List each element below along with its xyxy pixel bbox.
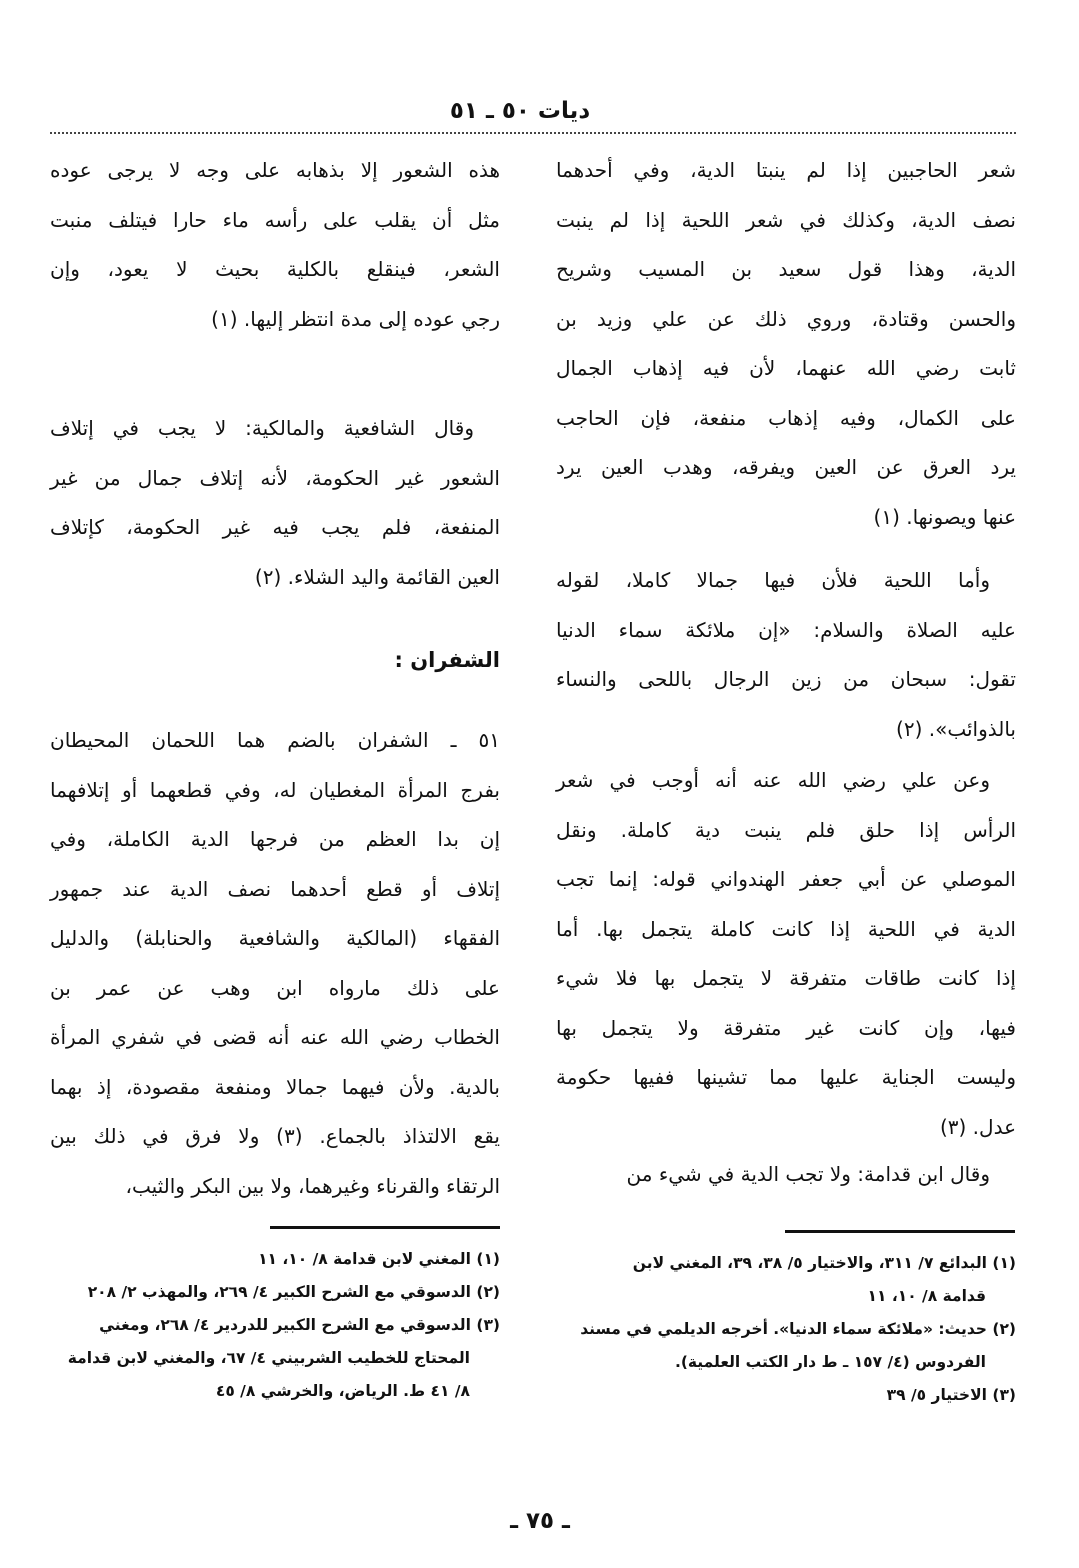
text-line: الفقهاء (المالكية والشافعية والحنابلة) والدليل bbox=[50, 926, 500, 950]
footnote: (٣) الدسوقي مع الشرح الكبير للدردير ٤/ ٢٦٨، ومغني bbox=[99, 1316, 500, 1334]
text-line: هذه الشعور إلا بذهابه على وجه لا يرجى عوده bbox=[50, 158, 500, 182]
text-line: على ذلك مارواه ابن وهب عن عمر بن bbox=[50, 975, 500, 1000]
text-line: الخطاب رضي الله عنه أنه قضى في شفري المرأة bbox=[50, 1025, 500, 1049]
text-line: ٥١ ـ الشفران بالضم هما اللحمان المحيطان bbox=[50, 728, 500, 752]
right-column bbox=[556, 146, 1016, 1226]
text-line: والحسن وقتادة، وروي ذلك عن علي وزيد بن bbox=[556, 306, 1016, 331]
text-line: العين القائمة واليد الشلاء. (٢) bbox=[254, 564, 500, 589]
text-line: وعن علي رضي الله عنه أنه أوجب في شعر bbox=[556, 768, 990, 792]
footnote-continuation: المحتاج للخطيب الشربيني ٤/ ٦٧، والمغني لابن قدامة bbox=[67, 1349, 470, 1367]
paragraph bbox=[556, 556, 1016, 754]
text-line: عدل. (٣) bbox=[939, 1114, 1016, 1139]
footnote: (٣) الاختيار ٥/ ٣٩ bbox=[886, 1386, 1016, 1404]
footnotes-right bbox=[556, 1247, 1016, 1412]
text-line: الشعور غير الحكومة، لأنه إتلاف جمال من غير bbox=[50, 465, 500, 490]
paragraph bbox=[556, 756, 1016, 1152]
running-header: ديات ٥٠ ـ ٥١ bbox=[449, 98, 591, 124]
text-line: الرتقاء والقرناء وغيرهما، ولا بين البكر والثيب، bbox=[125, 1173, 500, 1198]
text-line: عنها ويصونها. (١) bbox=[873, 504, 1016, 529]
text-line: ثابت رضي الله عنهما، لأن فيه إذهاب الجمال bbox=[556, 356, 1016, 380]
text-line: بالذوائب». (٢) bbox=[896, 716, 1016, 741]
text-line: يقع الالتذاذ بالجماع. (٣) ولا فرق في ذلك بين bbox=[50, 1124, 500, 1148]
text-line: شعر الحاجبين إذا لم ينبتا الدية، وفي أحدهما bbox=[556, 158, 1016, 182]
footnote-continuation: الفردوس (٤/ ١٥٧ ـ ط دار الكتب العلمية). bbox=[674, 1353, 986, 1371]
text-line: إذا كانت طاقات متفرقة لا يتجمل بها فلا شيء bbox=[556, 966, 1016, 990]
text-line: يرد العرق عن العين ويفرقه، وهدب العين يرد bbox=[556, 455, 1016, 479]
text-line: تقول: سبحان من زين الرجال باللحى والنساء bbox=[556, 667, 1016, 691]
left-column bbox=[50, 146, 500, 1226]
footnote: (٢) الدسوقي مع الشرح الكبير ٤/ ٢٦٩، والمهذب ٢/ ٢٠٨ bbox=[87, 1283, 500, 1301]
footnote: (١) المغني لابن قدامة ٨/ ١٠، ١١ bbox=[258, 1250, 500, 1268]
text-line: وقال الشافعية والمالكية: لا يجب في إتلاف bbox=[50, 416, 474, 440]
text-line: وقال ابن قدامة: ولا تجب الدية في شيء من bbox=[626, 1162, 990, 1186]
text-line: على الكمال، وفيه إذهاب منفعة، فإن الحاجب bbox=[556, 405, 1016, 430]
section-heading: الشفران : bbox=[394, 648, 500, 672]
text-line: الدية في اللحية إذا كانت كاملة يتجمل بها. أما bbox=[556, 916, 1016, 941]
text-line: المنفعة، فلم يجب فيه غير الحكومة، كإتلاف bbox=[50, 515, 500, 539]
paragraph bbox=[50, 146, 500, 344]
text-line: نصف الدية، وكذلك في شعر اللحية إذا لم ينبت bbox=[556, 207, 1016, 232]
header-divider bbox=[50, 132, 1016, 134]
text-line: بفرج المرأة المغطيان له، وفي قطعهما أو إتلافهما bbox=[50, 777, 500, 802]
paragraph bbox=[556, 146, 1016, 542]
text-line: إن بدا العظم من فرجها الدية الكاملة، وفي bbox=[50, 827, 500, 851]
text-line: الدية، وهذا قول سعيد بن المسيب وشريح bbox=[556, 257, 1016, 281]
text-line: وأما اللحية فلأن فيها جمالا كاملا، لقوله bbox=[556, 568, 990, 592]
footnote-rule-left bbox=[270, 1226, 500, 1229]
paragraph bbox=[50, 716, 500, 1211]
footnote-continuation: قدامة ٨/ ١٠، ١١ bbox=[867, 1287, 986, 1305]
footnote-rule-right bbox=[785, 1230, 1015, 1233]
footnote-continuation: ٨/ ٤١ ط. الرياض، والخرشي ٨/ ٤٥ bbox=[215, 1382, 470, 1400]
text-line: الشعر، فينقلع بالكلية بحيث لا يعود، وإن bbox=[50, 257, 500, 281]
paragraph bbox=[556, 1150, 1016, 1200]
footnote: (١) البدائع ٧/ ٣١١، والاختيار ٥/ ٣٨، ٣٩، المغني لابن bbox=[632, 1254, 1016, 1272]
text-line: وليست الجناية عليها مما تشينها ففيها حكومة bbox=[556, 1065, 1016, 1089]
footnote: (٢) حديث: «ملائكة سماء الدنيا». أخرجه الديلمي في مسند bbox=[580, 1320, 1016, 1338]
footnotes-left bbox=[50, 1243, 500, 1408]
text-line: الرأس إذا حلق فلم ينبت دية كاملة. ونقل bbox=[556, 817, 1016, 842]
text-line: عليه الصلاة والسلام: «إن ملائكة سماء الدنيا bbox=[556, 617, 1016, 642]
page-number: ـ ٧٥ ـ bbox=[510, 1508, 570, 1534]
text-line: الموصلي عن أبي جعفر الهندواني قوله: إنما تجب bbox=[556, 867, 1016, 891]
text-line: رجي عوده إلى مدة انتظر إليها. (١) bbox=[211, 306, 500, 331]
text-line: فيها، وإن كانت غير متفرقة ولا يتجمل بها bbox=[556, 1015, 1016, 1040]
text-line: مثل أن يقلب على رأسه ماء حارا فيتلف منبت bbox=[50, 207, 500, 232]
text-line: إتلاف أو قطع أحدهما نصف الدية عند جمهور bbox=[50, 876, 500, 901]
text-line: بالدية. ولأن فيهما جمالا ومنفعة مقصودة، إذ بهما bbox=[50, 1074, 500, 1099]
paragraph bbox=[50, 404, 500, 602]
